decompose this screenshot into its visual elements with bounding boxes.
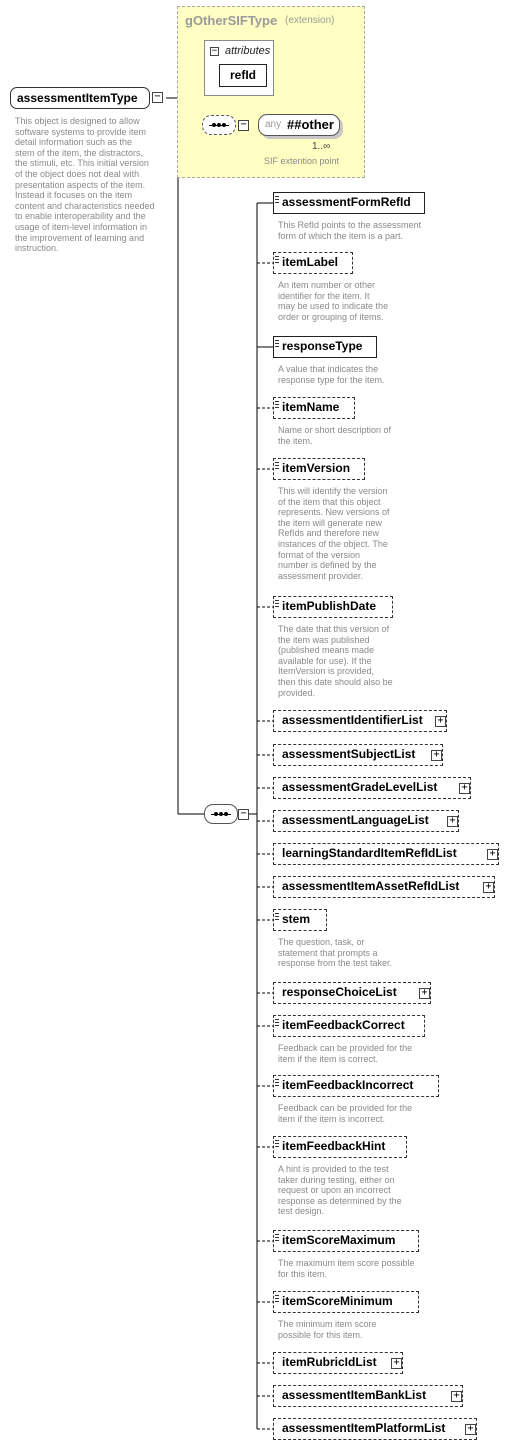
expand-icon[interactable]: + bbox=[431, 750, 442, 761]
root-element[interactable]: assessmentItemType bbox=[10, 87, 150, 109]
element-label: itemScoreMaximum bbox=[282, 1233, 396, 1247]
element-label: itemFeedbackCorrect bbox=[282, 1018, 405, 1032]
element-doc-line: format of the version bbox=[278, 549, 361, 560]
doc-indicator-icon bbox=[275, 346, 279, 347]
collapse-icon[interactable]: − bbox=[238, 120, 249, 131]
doc-indicator-icon bbox=[275, 465, 279, 466]
element-itemLabel[interactable] bbox=[273, 252, 353, 274]
element-doc-line: An item number or other bbox=[278, 280, 376, 290]
doc-line: Instead it focuses on the item bbox=[15, 190, 133, 201]
element-doc-line: request or upon an incorrect bbox=[278, 1185, 391, 1196]
expand-icon[interactable]: + bbox=[459, 783, 470, 794]
doc-indicator-icon bbox=[275, 199, 279, 200]
element-label: responseType bbox=[282, 339, 363, 353]
element-doc-line: This RefId points to the assessment bbox=[278, 220, 422, 230]
doc-indicator-icon bbox=[275, 1143, 279, 1144]
element-itemFeedbackIncorrect[interactable] bbox=[273, 1075, 439, 1097]
element-label: assessmentItemPlatformList bbox=[282, 1421, 446, 1435]
doc-indicator-icon bbox=[275, 404, 279, 405]
element-doc-line: the item was published bbox=[278, 634, 370, 645]
root-documentation bbox=[15, 116, 155, 254]
attributes-box bbox=[204, 40, 274, 96]
doc-line: content and characteristics needed bbox=[15, 200, 155, 211]
element-doc-line: This will identify the version bbox=[278, 486, 388, 496]
doc-line: software systems to provide item bbox=[15, 126, 147, 137]
doc-line: of the object does not deal with bbox=[15, 168, 140, 179]
doc-indicator-icon bbox=[275, 1082, 279, 1083]
element-itemRubricIdList[interactable] bbox=[273, 1352, 403, 1374]
expand-icon[interactable]: + bbox=[447, 816, 458, 827]
element-doc-line: response type for the item. bbox=[278, 374, 385, 385]
group-tag: (extension) bbox=[285, 15, 335, 26]
element-doc-line: identifier for the item. It bbox=[278, 290, 370, 301]
element-doc-line: available for use). If the bbox=[278, 655, 372, 666]
collapse-icon[interactable]: − bbox=[238, 809, 249, 820]
element-assessmentGradeLevelList[interactable] bbox=[273, 777, 471, 799]
element-assessmentIdentifierList[interactable] bbox=[273, 710, 447, 732]
expand-icon[interactable]: + bbox=[465, 1424, 476, 1435]
element-label: itemFeedbackIncorrect bbox=[282, 1078, 414, 1092]
expand-icon[interactable]: + bbox=[391, 1358, 402, 1369]
doc-indicator-icon bbox=[275, 1025, 279, 1026]
doc-indicator-icon bbox=[275, 1298, 279, 1299]
element-doc-line: possible for this item. bbox=[278, 1329, 363, 1340]
doc-indicator-icon bbox=[275, 1146, 279, 1147]
attributes-title: attributes bbox=[225, 45, 271, 57]
element-doc-line: then this date should also be bbox=[278, 677, 393, 687]
element-doc-line: Name or short description of bbox=[278, 425, 392, 435]
element-label: itemVersion bbox=[282, 461, 351, 475]
doc-indicator-icon bbox=[275, 1079, 279, 1080]
element-doc-line: item if the item is incorrect. bbox=[278, 1113, 386, 1124]
doc-line: instruction. bbox=[15, 243, 59, 254]
element-doc-line: item if the item is correct. bbox=[278, 1053, 379, 1064]
element-label: responseChoiceList bbox=[282, 985, 397, 999]
element-label: assessmentItemBankList bbox=[282, 1388, 427, 1402]
element-doc-line: test design. bbox=[278, 1206, 325, 1217]
doc-indicator-icon bbox=[275, 407, 279, 408]
expand-icon[interactable]: + bbox=[435, 716, 446, 727]
element-doc-line: Feedback can be provided for the bbox=[278, 1103, 413, 1113]
element-doc-line: of the item that this object bbox=[278, 496, 381, 507]
doc-indicator-icon bbox=[275, 600, 279, 601]
element-doc-line: for this item. bbox=[278, 1268, 328, 1279]
expand-icon[interactable]: + bbox=[451, 1391, 462, 1402]
doc-indicator-icon bbox=[275, 1234, 279, 1235]
element-doc-line: number is defined by the bbox=[278, 560, 377, 571]
element-doc-line: ItemVersion is provided, bbox=[278, 666, 375, 677]
any-label: any bbox=[265, 119, 282, 130]
element-itemName[interactable] bbox=[273, 397, 355, 419]
element-stem[interactable] bbox=[273, 909, 327, 931]
element-label: assessmentLanguageList bbox=[282, 813, 429, 827]
element-doc-line: A hint is provided to the test bbox=[278, 1164, 389, 1174]
element-assessmentItemPlatformList[interactable] bbox=[273, 1418, 477, 1440]
doc-line: presentation aspects of the item. bbox=[15, 179, 146, 190]
element-itemScoreMaximum[interactable] bbox=[273, 1230, 419, 1252]
element-doc-line: order or grouping of items. bbox=[278, 311, 384, 322]
doc-indicator-icon bbox=[275, 256, 279, 257]
sequence-compositor bbox=[204, 804, 238, 824]
expand-icon[interactable]: + bbox=[483, 882, 494, 893]
doc-line: usage of item-level information in bbox=[15, 221, 148, 232]
doc-indicator-icon bbox=[275, 468, 279, 469]
element-itemFeedbackHint[interactable] bbox=[273, 1136, 407, 1158]
element-doc-line: The minimum item score bbox=[278, 1319, 377, 1329]
element-responseChoiceList[interactable] bbox=[273, 982, 431, 1004]
doc-indicator-icon bbox=[275, 196, 279, 197]
element-doc-line: A value that indicates the bbox=[278, 364, 379, 374]
doc-indicator-icon bbox=[275, 1019, 279, 1020]
element-label: assessmentSubjectList bbox=[282, 747, 416, 761]
any-element[interactable] bbox=[258, 114, 340, 136]
doc-line: detail information such as the bbox=[15, 137, 133, 148]
doc-indicator-icon bbox=[275, 1085, 279, 1086]
doc-indicator-icon bbox=[275, 202, 279, 203]
element-doc-line: (published means made bbox=[278, 645, 375, 656]
element-doc-line: instances of the object. The bbox=[278, 539, 388, 549]
doc-indicator-icon bbox=[275, 603, 279, 604]
element-label: itemRubricIdList bbox=[282, 1355, 377, 1369]
any-cardinality: 1..∞ bbox=[312, 141, 331, 152]
element-learningStandardItemRefIdList[interactable] bbox=[273, 843, 499, 865]
doc-indicator-icon bbox=[275, 340, 279, 341]
element-doc-line: represents. New versions of bbox=[278, 507, 390, 518]
doc-line: stem of the item, the distractors, bbox=[15, 147, 144, 158]
element-itemFeedbackCorrect[interactable] bbox=[273, 1015, 425, 1037]
doc-indicator-icon bbox=[275, 1295, 279, 1296]
doc-indicator-icon bbox=[275, 606, 279, 607]
doc-indicator-icon bbox=[275, 401, 279, 402]
element-responseType[interactable] bbox=[273, 336, 377, 358]
element-doc-line: RefIds and therefore new bbox=[278, 528, 380, 539]
doc-indicator-icon bbox=[275, 1240, 279, 1241]
element-doc-line: The date that this version of bbox=[278, 624, 390, 634]
element-doc-line: form of which the item is a part. bbox=[278, 230, 404, 241]
element-doc-line: provided. bbox=[278, 687, 316, 698]
element-itemScoreMinimum[interactable] bbox=[273, 1291, 419, 1313]
attribute-refId[interactable]: refId bbox=[219, 64, 267, 87]
doc-indicator-icon bbox=[275, 916, 279, 917]
element-label: assessmentIdentifierList bbox=[282, 713, 423, 727]
element-label: itemName bbox=[282, 400, 340, 414]
element-doc-line: response from the test taker. bbox=[278, 958, 393, 969]
element-label: assessmentFormRefId bbox=[282, 195, 411, 209]
element-label: assessmentGradeLevelList bbox=[282, 780, 438, 794]
element-doc-line: may be used to indicate the bbox=[278, 301, 389, 312]
element-label: itemScoreMinimum bbox=[282, 1294, 393, 1308]
element-assessmentSubjectList[interactable] bbox=[273, 744, 443, 766]
element-doc-line: statement that prompts a bbox=[278, 947, 378, 958]
element-doc-line: assessment provider. bbox=[278, 570, 364, 581]
sequence-compositor-optional bbox=[202, 115, 236, 135]
doc-indicator-icon bbox=[275, 259, 279, 260]
any-documentation: SIF extention point bbox=[264, 156, 340, 166]
element-label: stem bbox=[282, 912, 311, 926]
element-doc-line: taker during testing, either on bbox=[278, 1174, 395, 1185]
element-label: assessmentItemAssetRefIdList bbox=[282, 879, 460, 893]
doc-indicator-icon bbox=[275, 343, 279, 344]
element-doc-line: response as determined by the bbox=[278, 1195, 402, 1206]
element-assessmentLanguageList[interactable] bbox=[273, 810, 459, 832]
doc-indicator-icon bbox=[275, 262, 279, 263]
doc-indicator-icon bbox=[275, 1140, 279, 1141]
element-doc-line: Feedback can be provided for the bbox=[278, 1043, 413, 1053]
element-assessmentItemAssetRefIdList[interactable] bbox=[273, 876, 495, 898]
element-label: itemFeedbackHint bbox=[282, 1139, 386, 1153]
element-itemPublishDate[interactable] bbox=[273, 596, 393, 618]
collapse-icon[interactable]: − bbox=[152, 92, 163, 103]
element-doc-line: the item. bbox=[278, 435, 313, 446]
doc-indicator-icon bbox=[275, 919, 279, 920]
expand-icon[interactable]: + bbox=[419, 988, 430, 999]
doc-line: to enable interoperability and the bbox=[15, 211, 146, 222]
doc-line: the improvement of learning and bbox=[15, 232, 145, 243]
element-label: itemPublishDate bbox=[282, 599, 377, 613]
group-title: gOtherSIFType bbox=[185, 13, 278, 28]
element-assessmentFormRefId[interactable] bbox=[273, 192, 425, 214]
doc-line: the stimuli, etc. This initial version bbox=[15, 158, 149, 169]
element-label: learningStandardItemRefIdList bbox=[282, 846, 457, 860]
any-namespace: ##other bbox=[287, 117, 334, 132]
element-itemVersion[interactable] bbox=[273, 458, 365, 480]
collapse-icon[interactable]: − bbox=[211, 46, 218, 56]
element-assessmentItemBankList[interactable] bbox=[273, 1385, 463, 1407]
doc-indicator-icon bbox=[275, 1301, 279, 1302]
doc-indicator-icon bbox=[275, 1237, 279, 1238]
doc-indicator-icon bbox=[275, 913, 279, 914]
element-label: itemLabel bbox=[282, 255, 339, 269]
doc-line: This object is designed to allow bbox=[15, 116, 140, 126]
expand-icon[interactable]: + bbox=[487, 849, 498, 860]
element-doc-line: The question, task, or bbox=[278, 937, 365, 947]
doc-indicator-icon bbox=[275, 1022, 279, 1023]
element-doc-line: the item will generate new bbox=[278, 517, 383, 528]
doc-indicator-icon bbox=[275, 462, 279, 463]
element-doc-line: The maximum item score possible bbox=[278, 1258, 415, 1268]
